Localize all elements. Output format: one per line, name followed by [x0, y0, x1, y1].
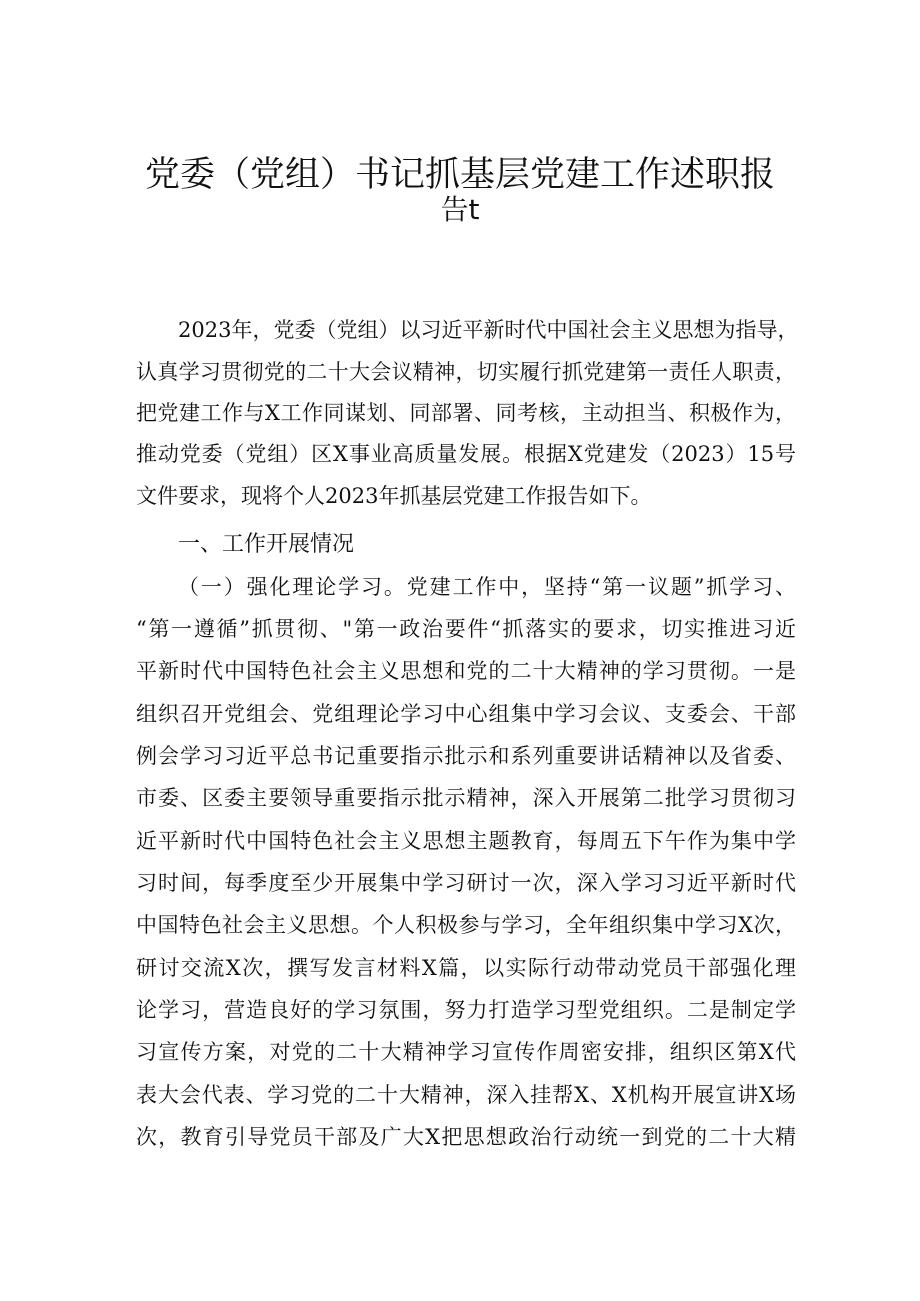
paragraph-line: 论学习，营造良好的学习氛围，努力打造学习型党组织。二是制定学 — [136, 998, 796, 1022]
paragraph-line: 把党建工作与X工作同谋划、同部署、同考核，主动担当、积极作为， — [136, 401, 796, 425]
paragraph-line: 文件要求，现将个人2023年抓基层党建工作报告如下。 — [136, 484, 652, 508]
paragraph-line: 例会学习习近平总书记重要指示批示和系列重要讲话精神以及省委、 — [136, 744, 796, 768]
paragraph-line: 2023年，党委（党组）以习近平新时代中国社会主义思想为指导， — [178, 318, 799, 342]
paragraph-line: 次，教育引导党员干部及广大X把思想政治行动统一到党的二十大精 — [136, 1125, 796, 1149]
paragraph-line: “第一遵循”抓贯彻、"第一政治要件“抓落实的要求，切实推进习近 — [136, 617, 796, 641]
paragraph-line: 认真学习贯彻党的二十大会议精神，切实履行抓党建第一责任人职责， — [136, 360, 796, 384]
paragraph-line: 组织召开党组会、党组理论学习中心组集中学习会议、支委会、干部 — [136, 702, 796, 726]
paragraph-line: 研讨交流X次，撰写发言材料X篇，以实际行动带动党员干部强化理 — [136, 956, 796, 980]
paragraph-line: 市委、区委主要领导重要指示批示精神，深入开展第二批学习贯彻习 — [136, 786, 796, 810]
section-heading: 一、工作开展情况 — [178, 532, 355, 557]
document-title-line-2: 告t — [440, 193, 480, 226]
paragraph-line: 习时间，每季度至少开展集中学习研讨一次，深入学习习近平新时代 — [136, 871, 796, 895]
document-title-line-1: 党委（党组）书记抓基层党建工作述职报 — [144, 155, 775, 195]
paragraph-line: 习宣传方案，对党的二十大精神学习宣传作周密安排，组织区第X代 — [136, 1040, 796, 1064]
paragraph-line: 近平新时代中国特色社会主义思想主题教育，每周五下午作为集中学 — [136, 829, 796, 853]
paragraph-line: （一）强化理论学习。党建工作中，坚持“第一议题”抓学习、 — [178, 575, 796, 599]
paragraph-line: 推动党委（党组）区X事业高质量发展。根据X党建发（2023）15号 — [136, 442, 796, 466]
paragraph-line: 平新时代中国特色社会主义思想和党的二十大精神的学习贯彻。一是 — [136, 659, 796, 683]
paragraph-line: 中国特色社会主义思想。个人积极参与学习，全年组织集中学习X次， — [136, 913, 796, 937]
paragraph-line: 表大会代表、学习党的二十大精神，深入挂帮X、X机构开展宣讲X场 — [136, 1083, 796, 1107]
